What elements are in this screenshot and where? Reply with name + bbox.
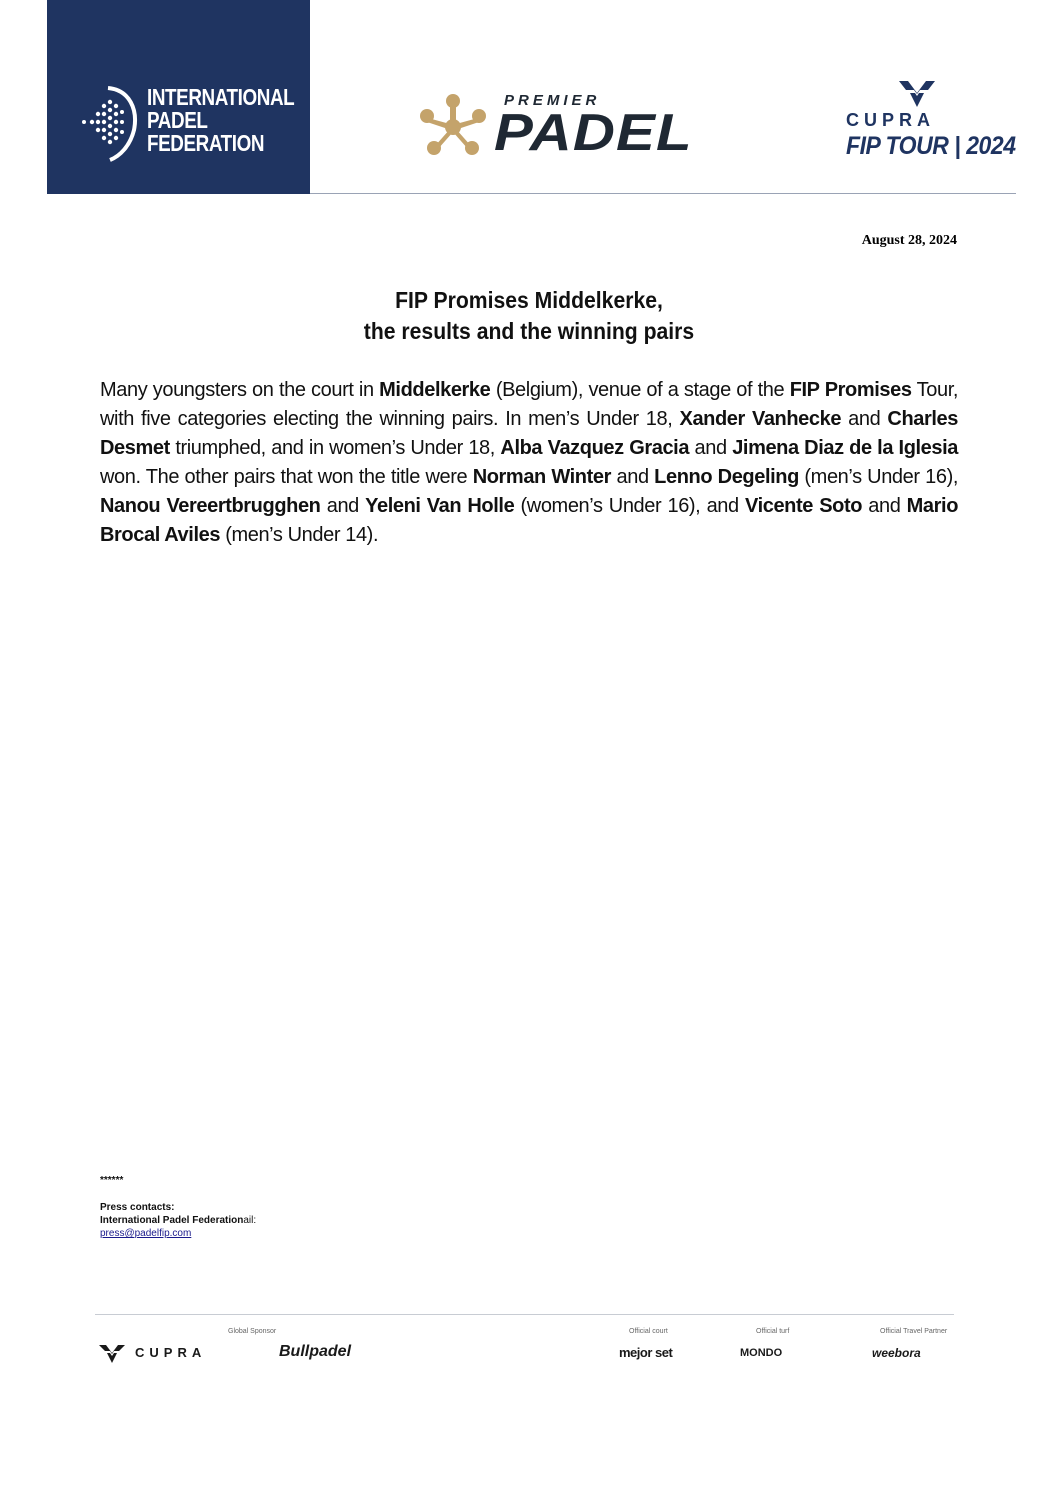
press-org: International Padel Federation <box>100 1215 244 1226</box>
press-org-suffix: ail: <box>243 1215 257 1226</box>
caption-global-sponsor: Global Sponsor <box>228 1328 277 1335</box>
press-contacts <box>100 1174 256 1240</box>
body-text-run: won. The other pairs that won the title were <box>100 466 473 488</box>
body-text-run: Tour, with five categories electing the winning pairs. In men’s Under 18, <box>100 379 959 430</box>
body-text-run: and <box>320 495 366 517</box>
fip-tour-2024-label: FIP TOUR | 2024 <box>846 132 1016 160</box>
footer-divider <box>95 1314 954 1315</box>
mejorset-logo: mejor set <box>619 1345 673 1360</box>
separator-stars: ****** <box>100 1175 124 1186</box>
body-bold-run: Vicente Soto <box>744 495 863 517</box>
body-text-run: and <box>689 437 733 459</box>
mondo-logo: MONDO <box>740 1347 783 1359</box>
bullpadel-logo: Bullpadel <box>279 1343 352 1360</box>
body-bold-run: Jimena Diaz de la Iglesia <box>732 437 958 459</box>
press-email-link[interactable]: press@padelfip.com <box>100 1228 192 1239</box>
body-text-run: Many youngsters on the court in <box>100 379 380 401</box>
body-text-run: and <box>611 466 655 488</box>
article-body <box>100 376 958 550</box>
ipf-logo-text <box>147 86 294 155</box>
cupra-footer-icon <box>98 1344 126 1364</box>
body-text-run: (women’s Under 16), and <box>514 495 745 517</box>
ipf-logo-icon <box>78 84 138 162</box>
premier-label: PREMIER <box>504 92 601 109</box>
body-bold-run: Nanou Vereertbrugghen <box>100 495 321 517</box>
body-text-run: triumphed, and in women’s Under 18, <box>169 437 501 459</box>
body-bold-run: Charles Desmet <box>100 408 958 459</box>
caption-official-turf: Official turf <box>756 1328 790 1335</box>
publication-date: August 28, 2024 <box>861 233 957 248</box>
weebora-logo: weebora <box>872 1346 921 1360</box>
body-bold-run: Mario Brocal Aviles <box>100 495 959 546</box>
title-line-2: the results and the winning pairs <box>363 318 695 344</box>
body-bold-run: Lenno Degeling <box>654 466 799 488</box>
cupra-footer-logo: CUPRA <box>135 1345 207 1360</box>
body-bold-run: FIP Promises <box>789 379 912 401</box>
body-bold-run: Yeleni Van Holle <box>365 495 515 517</box>
cupra-wordmark: CUPRA <box>846 110 936 130</box>
article-title <box>42 285 1015 347</box>
body-bold-run: Norman Winter <box>472 466 611 488</box>
ipf-logo-line-2: PADEL <box>147 107 208 133</box>
body-text-run: and <box>862 495 907 517</box>
ipf-logo-line-1: INTERNATIONAL <box>147 84 295 110</box>
caption-official-court: Official court <box>629 1328 668 1335</box>
header-divider <box>310 193 1016 194</box>
body-bold-run: Xander Vanhecke <box>679 408 842 430</box>
caption-official-travel-partner: Official Travel Partner <box>880 1328 948 1335</box>
title-line-1: FIP Promises Middelkerke, <box>395 287 663 313</box>
ipf-logo-line-3: FEDERATION <box>147 130 265 156</box>
body-bold-run: Alba Vazquez Gracia <box>500 437 690 459</box>
body-text-run: (men’s Under 16), <box>798 466 958 488</box>
body-text-run: (Belgium), venue of a stage of the <box>490 379 790 401</box>
body-bold-run: Middelkerke <box>379 379 491 401</box>
cupra-tribal-icon <box>898 80 936 108</box>
press-heading: Press contacts: <box>100 1202 175 1213</box>
premier-padel-flower-icon <box>418 92 488 158</box>
body-text-run: (men’s Under 14). <box>220 524 379 546</box>
padel-label: PADEL <box>494 104 693 162</box>
body-text-run: and <box>841 408 888 430</box>
